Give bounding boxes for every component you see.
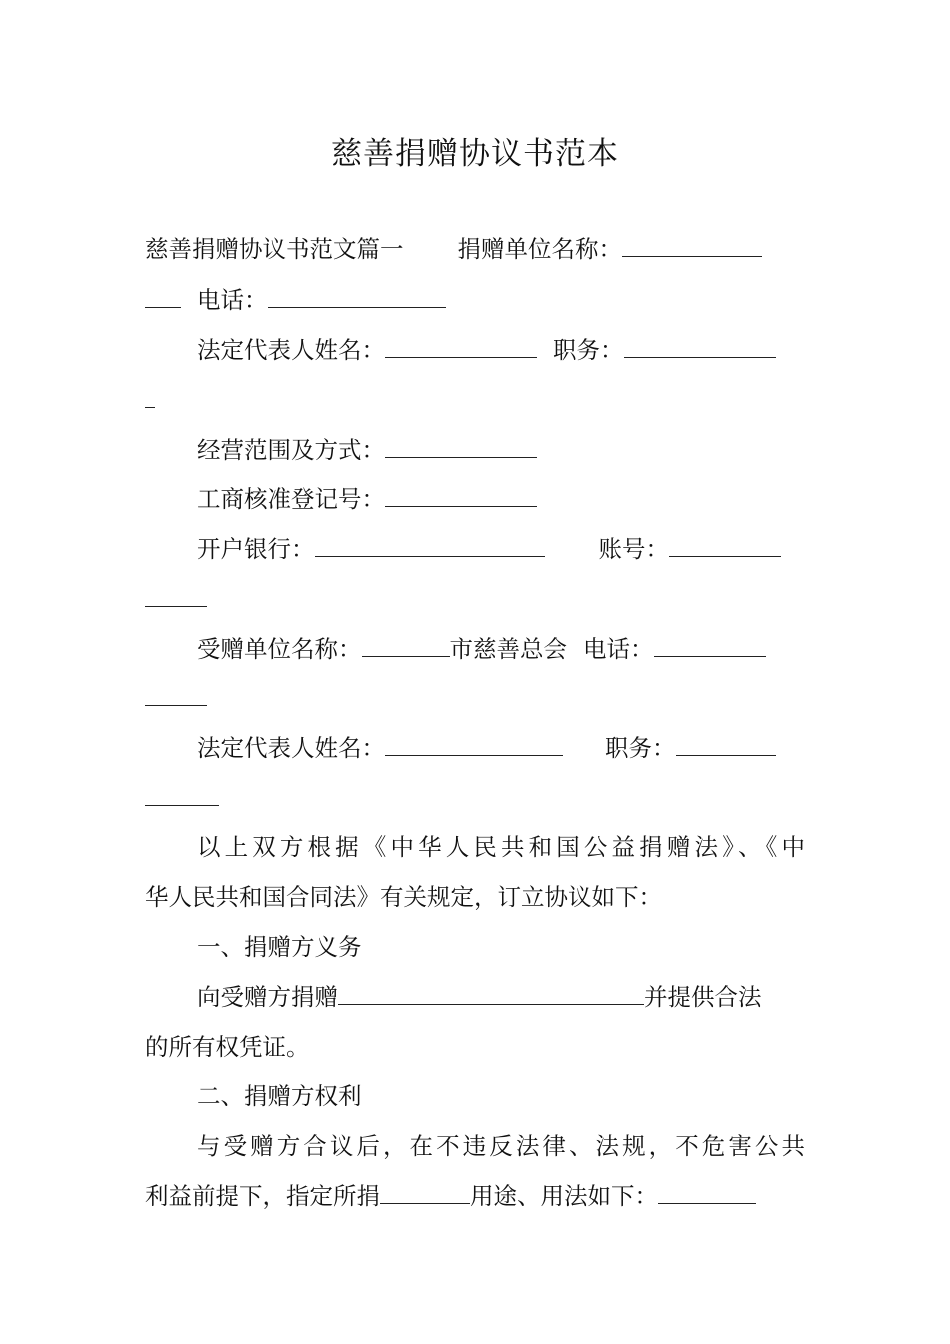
recipient-name-blank[interactable] xyxy=(362,629,450,657)
recipient-rep-blank[interactable] xyxy=(385,728,563,756)
donor-bank-line xyxy=(197,529,805,569)
duty-line-1-start: 向受赠方捐赠 xyxy=(197,983,338,1011)
donor-bank-label: 开户银行： xyxy=(197,535,315,563)
donor-account-blank-cont[interactable] xyxy=(145,579,207,607)
designated-item-blank[interactable] xyxy=(380,1176,470,1204)
donor-position-label: 职务： xyxy=(553,336,624,364)
donor-reg-blank[interactable] xyxy=(385,479,537,507)
donor-position-cont-line xyxy=(145,380,805,420)
rights-line-2-start: 利益前提下，指定所捐 xyxy=(145,1182,380,1210)
donor-account-label: 账号： xyxy=(598,535,669,563)
donor-position-blank-cont[interactable] xyxy=(145,380,155,408)
usage-blank[interactable] xyxy=(658,1176,756,1204)
recipient-rep-label: 法定代表人姓名： xyxy=(197,734,385,762)
rights-line-2 xyxy=(145,1176,805,1216)
recipient-position-blank-cont[interactable] xyxy=(145,778,219,806)
donor-heading-line xyxy=(145,229,805,269)
recipient-position-blank[interactable] xyxy=(676,728,776,756)
duty-line-1 xyxy=(197,977,805,1017)
donor-name-blank-cont[interactable] xyxy=(145,280,181,308)
recipient-phone-cont-line xyxy=(145,678,805,718)
recipient-rep-line xyxy=(197,728,805,768)
section-heading: 慈善捐赠协议书范文篇一 xyxy=(145,235,404,263)
donor-rep-label: 法定代表人姓名： xyxy=(197,336,385,364)
recipient-phone-blank[interactable] xyxy=(654,629,766,657)
duty-line-2: 的所有权凭证。 xyxy=(145,1033,310,1061)
recipient-position-cont-line xyxy=(145,778,805,818)
recipient-phone-blank-cont[interactable] xyxy=(145,678,207,706)
rights-heading: 二、捐赠方权利 xyxy=(197,1082,362,1110)
donor-position-blank[interactable] xyxy=(624,330,776,358)
donor-scope-label: 经营范围及方式： xyxy=(197,436,385,464)
donor-phone-blank[interactable] xyxy=(268,280,446,308)
donor-bank-blank[interactable] xyxy=(315,529,545,557)
donor-name-blank[interactable] xyxy=(622,229,762,257)
intro-line-2: 华人民共和国合同法》有关规定，订立协议如下： xyxy=(145,883,662,911)
donor-phone-line xyxy=(145,280,805,320)
donor-reg-label: 工商核准登记号： xyxy=(197,485,385,513)
donor-phone-label: 电话： xyxy=(197,286,268,314)
donor-name-label: 捐赠单位名称： xyxy=(457,235,622,263)
recipient-name-line xyxy=(197,629,805,669)
page-title: 慈善捐赠协议书范本 xyxy=(331,136,619,172)
recipient-phone-label: 电话： xyxy=(583,635,654,663)
donor-rep-line xyxy=(197,330,805,370)
rights-line-2-end: 用途、用法如下： xyxy=(470,1182,658,1210)
rights-line-1: 与受赠方合议后，在不违反法律、法规，不危害公共 xyxy=(197,1132,805,1160)
recipient-position-label: 职务： xyxy=(605,734,676,762)
intro-line-1: 以上双方根据《中华人民共和国公益捐赠法》、《中 xyxy=(197,833,805,861)
donor-account-blank[interactable] xyxy=(669,529,781,557)
donation-item-blank[interactable] xyxy=(338,977,644,1005)
donor-scope-line xyxy=(197,430,805,470)
duty-heading: 一、捐赠方义务 xyxy=(197,933,362,961)
recipient-name-value: 市慈善总会 xyxy=(449,635,567,663)
duty-line-1-end: 并提供合法 xyxy=(644,983,762,1011)
donor-rep-blank[interactable] xyxy=(385,330,537,358)
donor-scope-blank[interactable] xyxy=(385,430,537,458)
recipient-name-label: 受赠单位名称： xyxy=(197,635,362,663)
donor-account-cont-line xyxy=(145,579,805,619)
donor-reg-line xyxy=(197,479,805,519)
